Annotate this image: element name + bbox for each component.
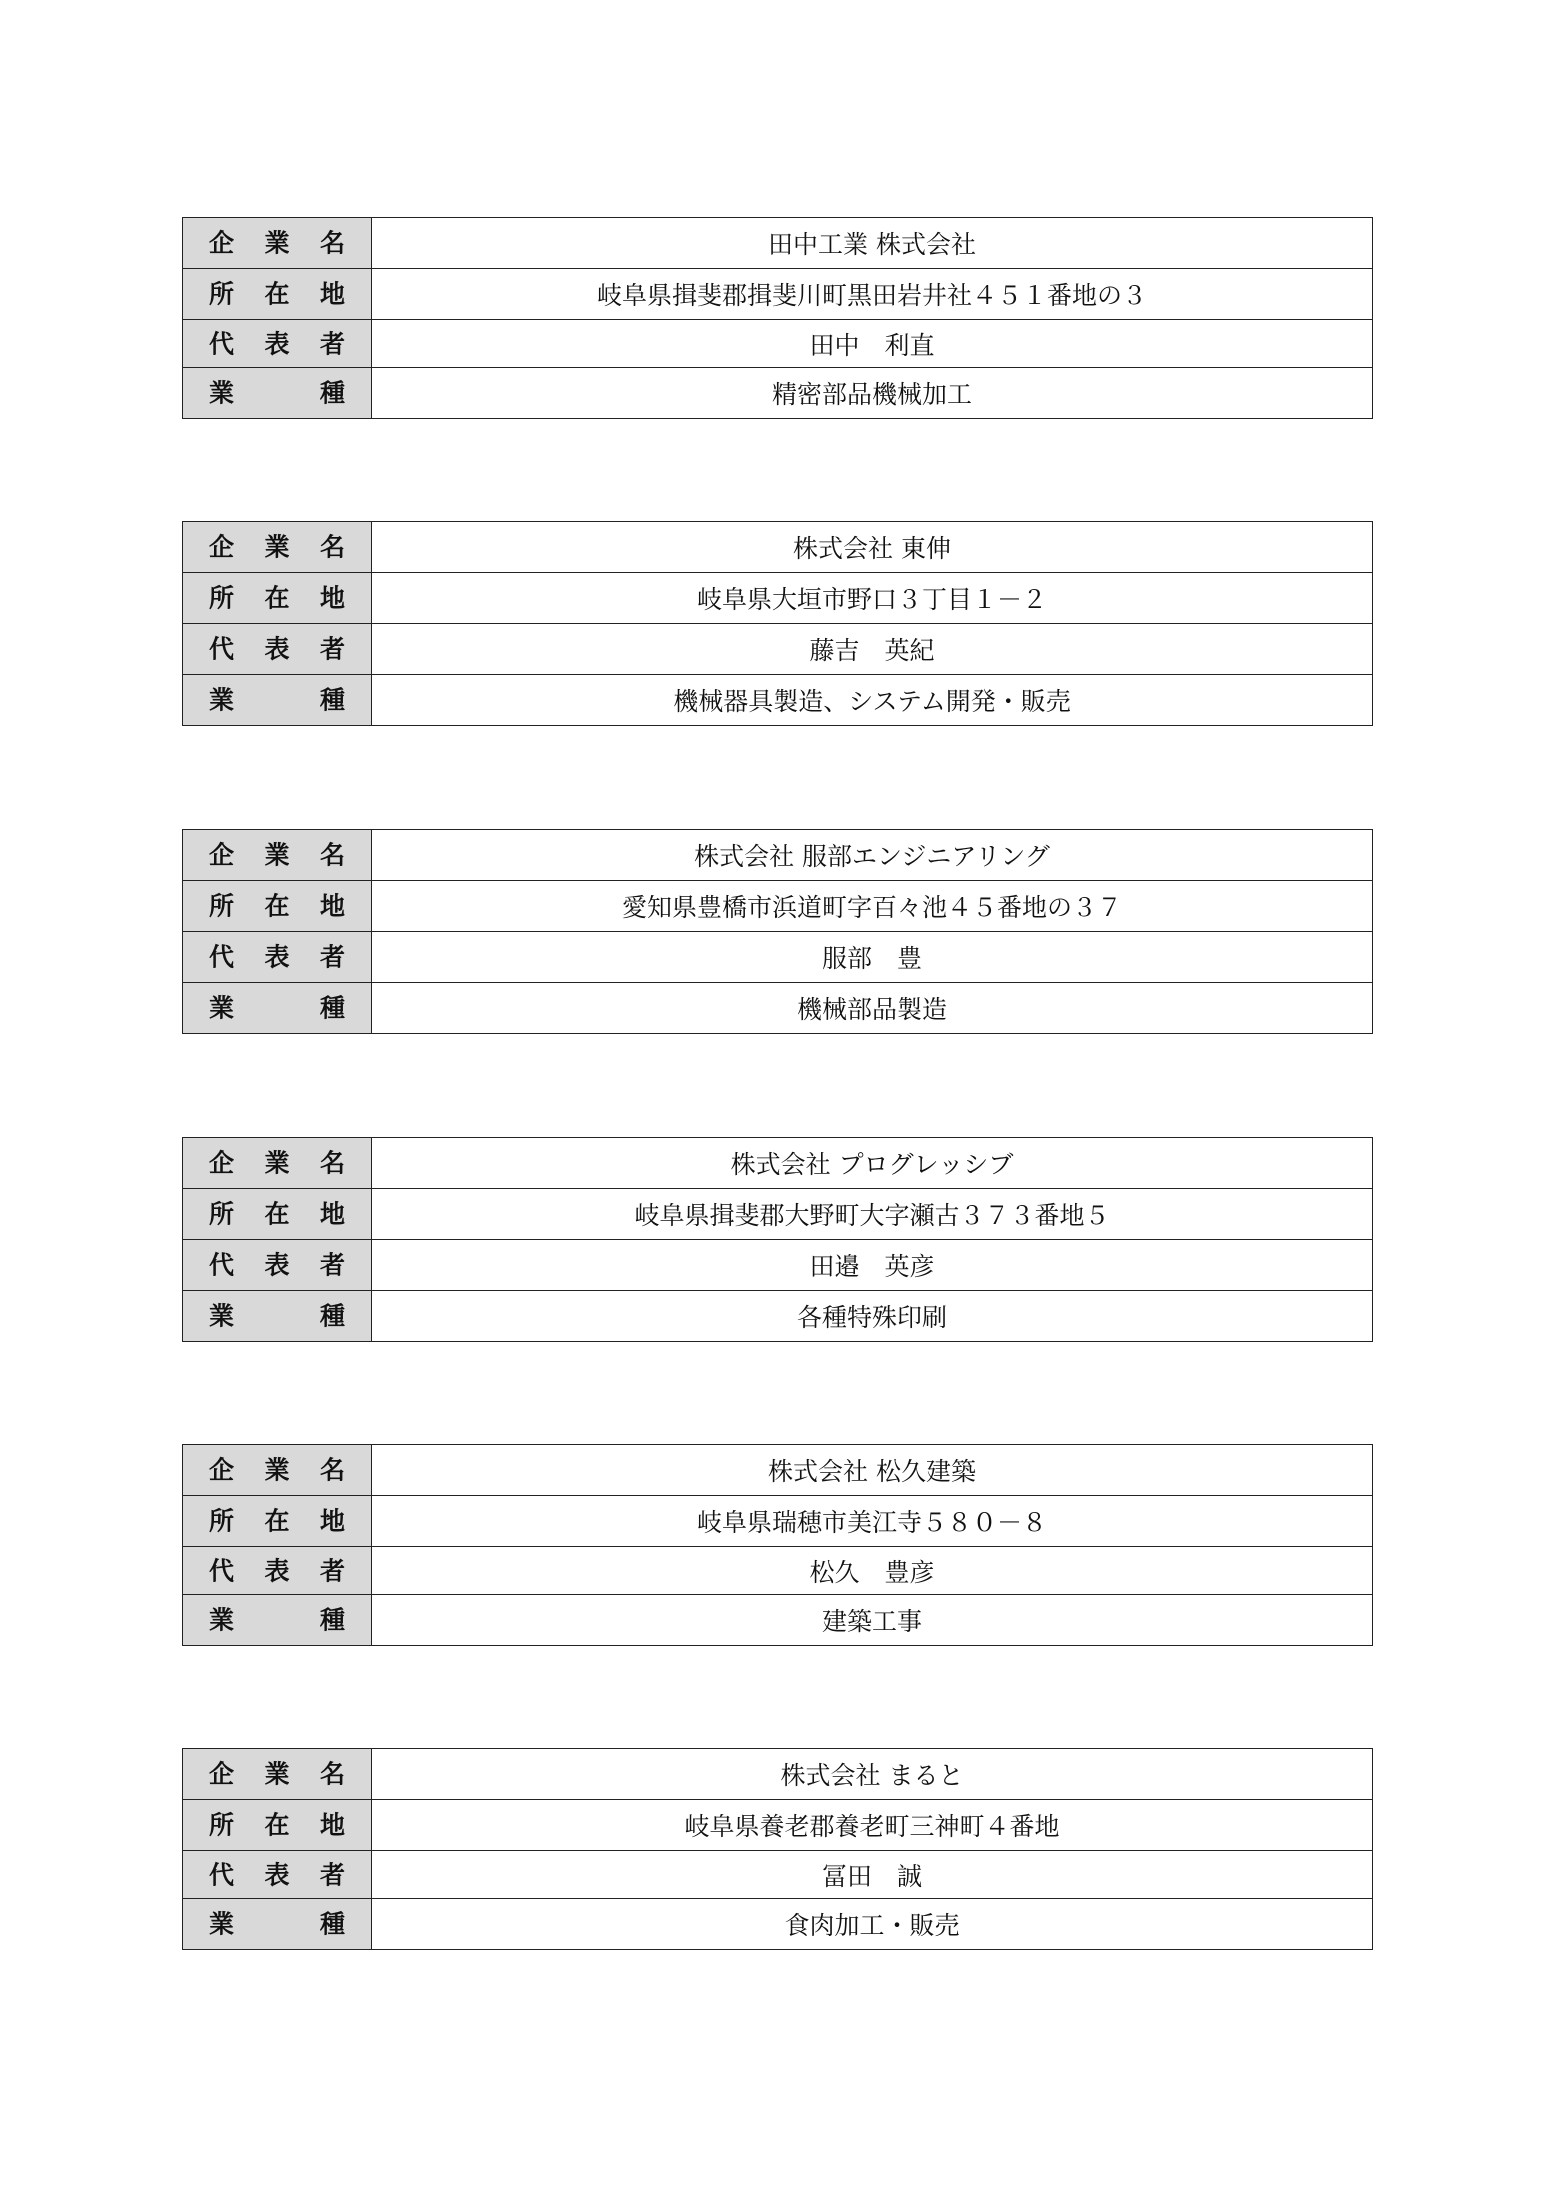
label-address: 所 在 地	[183, 573, 372, 624]
company-address: 岐阜県瑞穂市美江寺５８０－８	[372, 1496, 1373, 1547]
company-table	[182, 1137, 1373, 1342]
company-industry: 建築工事	[372, 1595, 1373, 1646]
label-address: 所 在 地	[183, 269, 372, 320]
row-industry	[183, 1595, 1373, 1646]
company-table	[182, 521, 1373, 726]
row-representative	[183, 1240, 1373, 1291]
company-industry: 機械部品製造	[372, 983, 1373, 1034]
row-representative	[183, 1547, 1373, 1595]
row-industry	[183, 1291, 1373, 1342]
label-representative: 代 表 者	[183, 624, 372, 675]
label-address: 所 在 地	[183, 1496, 372, 1547]
label-company-name: 企 業 名	[183, 1445, 372, 1496]
label-representative: 代 表 者	[183, 932, 372, 983]
company-industry: 精密部品機械加工	[372, 368, 1373, 419]
label-company-name: 企 業 名	[183, 218, 372, 269]
row-company-name	[183, 830, 1373, 881]
row-company-name	[183, 218, 1373, 269]
label-company-name: 企 業 名	[183, 1749, 372, 1800]
label-industry: 業 種	[183, 1291, 372, 1342]
company-representative: 松久 豊彦	[372, 1547, 1373, 1595]
company-industry: 食肉加工・販売	[372, 1899, 1373, 1950]
company-address: 岐阜県揖斐郡揖斐川町黒田岩井社４５１番地の３	[372, 269, 1373, 320]
row-address	[183, 1496, 1373, 1547]
company-name: 株式会社 松久建築	[372, 1445, 1373, 1496]
company-name: 田中工業 株式会社	[372, 218, 1373, 269]
label-industry: 業 種	[183, 368, 372, 419]
company-representative: 藤吉 英紀	[372, 624, 1373, 675]
label-representative: 代 表 者	[183, 1851, 372, 1899]
row-address	[183, 1800, 1373, 1851]
company-name: 株式会社 まると	[372, 1749, 1373, 1800]
label-representative: 代 表 者	[183, 320, 372, 368]
row-industry	[183, 368, 1373, 419]
row-industry	[183, 983, 1373, 1034]
company-address: 岐阜県大垣市野口３丁目１－２	[372, 573, 1373, 624]
label-address: 所 在 地	[183, 1189, 372, 1240]
row-address	[183, 573, 1373, 624]
company-address: 岐阜県養老郡養老町三神町４番地	[372, 1800, 1373, 1851]
company-representative: 田中 利直	[372, 320, 1373, 368]
label-address: 所 在 地	[183, 1800, 372, 1851]
row-company-name	[183, 1445, 1373, 1496]
company-address: 岐阜県揖斐郡大野町大字瀬古３７３番地５	[372, 1189, 1373, 1240]
company-table	[182, 217, 1373, 419]
row-address	[183, 1189, 1373, 1240]
label-company-name: 企 業 名	[183, 830, 372, 881]
row-representative	[183, 624, 1373, 675]
company-address: 愛知県豊橋市浜道町字百々池４５番地の３７	[372, 881, 1373, 932]
label-industry: 業 種	[183, 1595, 372, 1646]
label-industry: 業 種	[183, 983, 372, 1034]
label-representative: 代 表 者	[183, 1240, 372, 1291]
company-table	[182, 1444, 1373, 1646]
company-representative: 田邉 英彦	[372, 1240, 1373, 1291]
row-representative	[183, 932, 1373, 983]
company-industry: 機械器具製造、システム開発・販売	[372, 675, 1373, 726]
label-company-name: 企 業 名	[183, 522, 372, 573]
row-representative	[183, 320, 1373, 368]
company-name: 株式会社 プログレッシブ	[372, 1138, 1373, 1189]
row-industry	[183, 1899, 1373, 1950]
label-industry: 業 種	[183, 675, 372, 726]
row-company-name	[183, 522, 1373, 573]
label-company-name: 企 業 名	[183, 1138, 372, 1189]
row-company-name	[183, 1138, 1373, 1189]
row-company-name	[183, 1749, 1373, 1800]
company-name: 株式会社 東伸	[372, 522, 1373, 573]
company-name: 株式会社 服部エンジニアリング	[372, 830, 1373, 881]
row-address	[183, 269, 1373, 320]
label-representative: 代 表 者	[183, 1547, 372, 1595]
company-representative: 服部 豊	[372, 932, 1373, 983]
label-industry: 業 種	[183, 1899, 372, 1950]
row-industry	[183, 675, 1373, 726]
company-table	[182, 829, 1373, 1034]
row-representative	[183, 1851, 1373, 1899]
label-address: 所 在 地	[183, 881, 372, 932]
company-representative: 冨田 誠	[372, 1851, 1373, 1899]
company-industry: 各種特殊印刷	[372, 1291, 1373, 1342]
company-table	[182, 1748, 1373, 1950]
row-address	[183, 881, 1373, 932]
